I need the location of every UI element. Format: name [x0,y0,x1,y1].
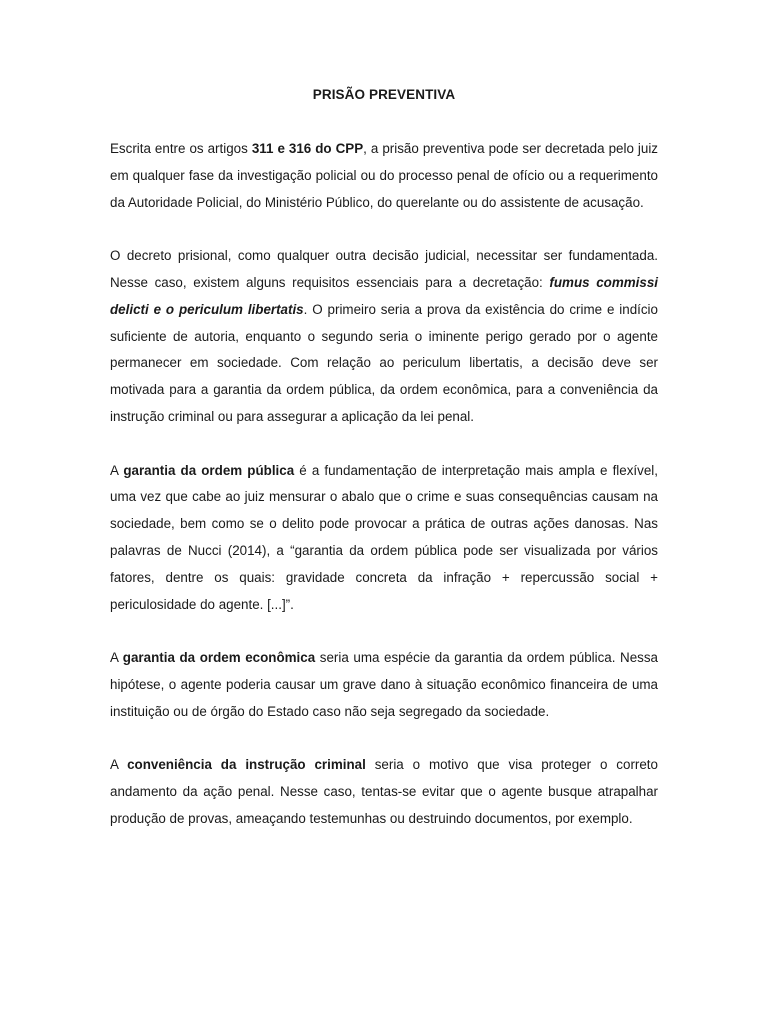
paragraph-4-text-end: seria uma espécie da garantia da ordem pública. Nessa hipótese, o agente poderia causar um grave dano à situação econômico financeira de uma instituição ou de órgão do Estado caso não seja segregado da sociedade. [110,650,658,719]
paragraph-2-text-end: . O primeiro seria a prova da existência do crime e indício suficiente de autoria, enquanto o segundo seria o iminente perigo gerado por o agente permanecer em sociedade. Com relação ao periculum libertatis, a decisão deve ser motivada para a garantia da ordem pública, da ordem econômica, para a conveniência da instrução criminal ou para assegurar a aplicação da lei penal. [110,301,658,424]
paragraph-1 [110,136,658,216]
paragraph-2-text: O decreto prisional, como qualquer outra decisão judicial, necessitar ser fundamentada. Nesse caso, existem alguns requisitos essenciais para a decretação: [110,248,658,290]
paragraph-4 [110,645,658,725]
paragraph-4-text: A [110,650,123,666]
paragraph-4-bold: garantia da ordem econômica [122,650,316,666]
paragraph-2 [110,243,658,431]
paragraph-1-bold: 311 e 316 do CPP [251,141,364,156]
document-body [110,136,658,833]
paragraph-3-text-end: é a fundamentação de interpretação mais ampla e flexível, uma vez que cabe ao juiz mensurar o abalo que o crime e suas consequências causam na sociedade, bem como se o delito pode provocar a prática de outras ações danosas. Nas palavras de Nucci (2014), a “garantia da ordem pública pode ser visualizada por vários fatores, dentre os quais: gravidade concreta da infração + repercussão social + periculosidade do agente. [...]”. [110,462,658,612]
paragraph-3-text: A [110,462,124,478]
paragraph-5-bold: conveniência da instrução criminal [127,757,366,773]
paragraph-3-bold: garantia da ordem pública [123,462,295,478]
paragraph-2-bold-italic: fumus commissi delicti e o periculum libertatis [110,274,658,317]
paragraph-1-text-end: , a prisão preventiva pode ser decretada pelo juiz em qualquer fase da investigação policial ou do processo penal de ofício ou a requerimento da Autoridade Policial, do Ministério Público, do querelante ou do assistente de acusação. [110,141,659,210]
paragraph-5-text-end: seria o motivo que visa proteger o correto andamento da ação penal. Nesse caso, tentas-se evitar que o agente busque atrapalhar produção de provas, ameaçando testemunhas ou destruindo documentos, por exemplo. [110,757,658,826]
paragraph-5-text: A [110,757,128,773]
paragraph-3 [110,458,658,619]
document-title: PRISÃO PREVENTIVA [312,87,456,102]
paragraph-1-text: Escrita entre os artigos [110,141,252,156]
paragraph-5 [110,752,658,832]
